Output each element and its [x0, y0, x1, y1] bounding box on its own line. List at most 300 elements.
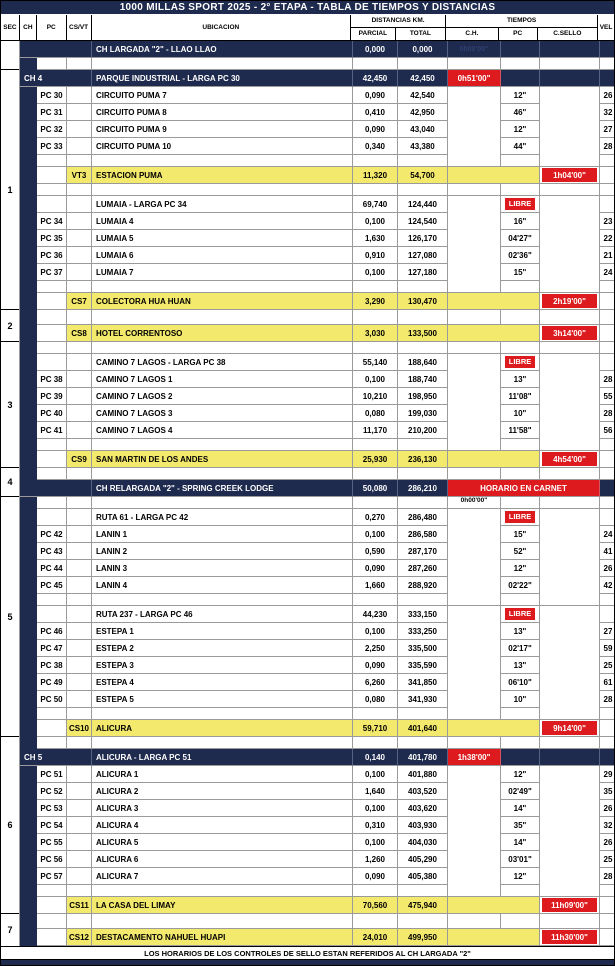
vel-cell: 35: [600, 783, 614, 800]
total-cell: 403,620: [398, 800, 448, 817]
ch-band-cell: [20, 87, 37, 104]
vel-cell: [600, 58, 614, 70]
sello-time-cell: [540, 708, 600, 720]
table-row: [20, 897, 614, 914]
sello-time-cell: [540, 264, 600, 281]
pc-time-cell: 13": [501, 623, 540, 640]
pc-label-cell: PC 56: [37, 851, 67, 868]
ch-band-cell: [20, 851, 37, 868]
parcial-cell: [353, 708, 398, 720]
ch-band-cell: [20, 439, 37, 451]
total-cell: 404,030: [398, 834, 448, 851]
total-cell: 188,740: [398, 371, 448, 388]
csvt-cell: [67, 388, 92, 405]
csvt-cell: [67, 737, 92, 749]
table-row: [20, 354, 614, 371]
parcial-cell: 0,090: [353, 121, 398, 138]
ch-band-cell: [20, 230, 37, 247]
csvt-cell: [67, 58, 92, 70]
sello-time-cell: [540, 281, 600, 293]
pc-label-cell: PC 35: [37, 230, 67, 247]
ch-time-cell: [448, 371, 501, 388]
sello-time-cell: [540, 405, 600, 422]
ch-time-cell: [448, 640, 501, 657]
ubicacion-cell: [92, 914, 353, 929]
column-header: [1, 15, 614, 41]
total-cell: [398, 708, 448, 720]
total-cell: 127,180: [398, 264, 448, 281]
vel-cell: 56: [600, 422, 614, 439]
section-label-2: 2: [1, 310, 19, 342]
ubicacion-cell: SAN MARTIN DE LOS ANDES: [92, 451, 353, 468]
libre-badge: LIBRE: [505, 511, 536, 523]
vel-cell: [600, 354, 614, 371]
ch-time-cell: [448, 526, 501, 543]
ubicacion-cell: CAMINO 7 LAGOS 2: [92, 388, 353, 405]
sello-time-cell: [540, 468, 600, 480]
vel-cell: 28: [600, 405, 614, 422]
section-label-7: 7: [7, 925, 13, 935]
parcial-cell: 0,340: [353, 138, 398, 155]
pc-label-cell: PC 53: [37, 800, 67, 817]
vel-cell: 25: [600, 851, 614, 868]
pc-time-cell: 12": [501, 868, 540, 885]
ch-band-cell: [20, 342, 37, 354]
pc-label-cell: [37, 468, 67, 480]
sello-time-badge: 2h19'00": [542, 294, 597, 308]
spacer-row: [20, 885, 614, 897]
ubicacion-cell: [92, 342, 353, 354]
sello-time-cell: [540, 783, 600, 800]
pc-label-cell: PC 36: [37, 247, 67, 264]
ch-band-cell: [20, 885, 37, 897]
ubicacion-cell: LANIN 3: [92, 560, 353, 577]
sello-time-cell: [540, 371, 600, 388]
header-parcial: PARCIAL: [351, 28, 396, 40]
spacer-row: [20, 594, 614, 606]
parcial-cell: 0,100: [353, 213, 398, 230]
pc-label-cell: PC 39: [37, 388, 67, 405]
sello-time-cell: [540, 342, 600, 354]
ubicacion-cell: CIRCUITO PUMA 10: [92, 138, 353, 155]
times-cell: [448, 325, 540, 342]
sello-time-cell: [540, 213, 600, 230]
sello-time-cell: [540, 451, 600, 468]
ubicacion-cell: CAMINO 7 LAGOS - LARGA PC 38: [92, 354, 353, 371]
ch-band-cell: [20, 708, 37, 720]
sello-time-cell: [540, 138, 600, 155]
parcial-cell: 0,090: [353, 560, 398, 577]
csvt-cell: [67, 184, 92, 196]
pc-label-cell: [37, 196, 67, 213]
parcial-cell: [353, 594, 398, 606]
sello-time-cell: [540, 167, 600, 184]
table-row: [20, 800, 614, 817]
vel-cell: 27: [600, 121, 614, 138]
ubicacion-cell: [92, 737, 353, 749]
total-cell: 286,580: [398, 526, 448, 543]
table-row: [20, 405, 614, 422]
ch-time-cell: [448, 230, 501, 247]
ch-time-cell: [448, 606, 501, 623]
ch-band-cell: [20, 657, 37, 674]
ch-time-cell: [448, 851, 501, 868]
total-cell: 54,700: [398, 167, 448, 184]
ubicacion-cell: [92, 155, 353, 167]
vel-cell: 28: [600, 691, 614, 708]
csvt-cell: [67, 834, 92, 851]
pc-time-cell: [501, 281, 540, 293]
csvt-cell: [67, 264, 92, 281]
sello-time-cell: [540, 594, 600, 606]
sello-time-cell: [540, 623, 600, 640]
ch-time-cell: [448, 138, 501, 155]
vel-cell: [600, 155, 614, 167]
pc-time-cell: [501, 310, 540, 325]
ubicacion-cell: PARQUE INDUSTRIAL - LARGA PC 30: [92, 70, 353, 87]
ubicacion-cell: [92, 281, 353, 293]
total-cell: 333,150: [398, 606, 448, 623]
pc-label-cell: PC 34: [37, 213, 67, 230]
total-cell: 403,520: [398, 783, 448, 800]
pc-time-cell: [501, 468, 540, 480]
pc-time-cell: 02'22": [501, 577, 540, 594]
pc-label-cell: [37, 720, 67, 737]
pc-time-cell: [501, 497, 540, 509]
pc-time-cell: 11'08": [501, 388, 540, 405]
pc-label-cell: [37, 914, 67, 929]
csvt-cell: [67, 868, 92, 885]
csvt-cell: [67, 213, 92, 230]
parcial-cell: 24,010: [353, 929, 398, 946]
pc-label-cell: PC 55: [37, 834, 67, 851]
sello-time-cell: [540, 851, 600, 868]
csvt-cell: [67, 87, 92, 104]
vel-cell: [600, 708, 614, 720]
table-row: [20, 929, 614, 946]
sello-time-cell: [540, 834, 600, 851]
pc-label-cell: PC 32: [37, 121, 67, 138]
table-row: [20, 213, 614, 230]
ch-band-cell: [20, 354, 37, 371]
csvt-cell: [67, 104, 92, 121]
table-body: [1, 41, 614, 946]
parcial-cell: [353, 184, 398, 196]
parcial-cell: [353, 58, 398, 70]
parcial-cell: 0,270: [353, 509, 398, 526]
pc-time-cell: 14": [501, 834, 540, 851]
vel-cell: [600, 325, 614, 342]
sello-time-cell: [540, 196, 600, 213]
times-cell: [448, 897, 540, 914]
pc-time-cell: 10": [501, 405, 540, 422]
ubicacion-cell: RUTA 61 - LARGA PC 42: [92, 509, 353, 526]
section-label-3: 3: [1, 342, 19, 468]
pc-label-cell: [37, 167, 67, 184]
parcial-cell: 70,560: [353, 897, 398, 914]
total-cell: [398, 155, 448, 167]
total-cell: [398, 885, 448, 897]
csvt-cell: CS11: [67, 897, 92, 914]
pc-time-cell: [501, 439, 540, 451]
table-row: [20, 783, 614, 800]
pc-label-cell: [37, 929, 67, 946]
ubicacion-cell: ESTEPA 1: [92, 623, 353, 640]
ubicacion-cell: [92, 708, 353, 720]
spacer-row: [20, 184, 614, 196]
sello-time-cell: [540, 41, 600, 58]
ubicacion-cell: CAMINO 7 LAGOS 3: [92, 405, 353, 422]
ch-time-cell: [448, 914, 501, 929]
total-cell: 42,950: [398, 104, 448, 121]
parcial-cell: 50,080: [353, 480, 398, 497]
vel-cell: [600, 70, 614, 87]
total-cell: 286,210: [398, 480, 448, 497]
parcial-cell: 0,100: [353, 766, 398, 783]
total-cell: 288,920: [398, 577, 448, 594]
csvt-cell: [67, 691, 92, 708]
sello-time-badge: 11h30'00": [542, 930, 597, 944]
table-row: [20, 422, 614, 439]
pc-time-cell: 35": [501, 817, 540, 834]
libre-badge: LIBRE: [505, 608, 536, 620]
ch-band-cell: [20, 737, 37, 749]
total-cell: 287,170: [398, 543, 448, 560]
sello-time-cell: [540, 897, 600, 914]
ch-time-cell: [448, 439, 501, 451]
ubicacion-cell: [92, 885, 353, 897]
table-row: [20, 70, 614, 87]
ch-time-cell: [448, 264, 501, 281]
vel-cell: 22: [600, 230, 614, 247]
csvt-cell: [67, 342, 92, 354]
ch-band-cell: [20, 674, 37, 691]
vel-cell: 59: [600, 640, 614, 657]
csvt-cell: [67, 817, 92, 834]
vel-cell: [600, 720, 614, 737]
ubicacion-cell: ALICURA 3: [92, 800, 353, 817]
parcial-cell: 44,230: [353, 606, 398, 623]
csvt-cell: [67, 577, 92, 594]
pc-label-cell: [37, 897, 67, 914]
times-cell: [448, 293, 540, 310]
ch-band-cell: [20, 213, 37, 230]
libre-badge: LIBRE: [505, 356, 536, 368]
sello-time-cell: [540, 58, 600, 70]
parcial-cell: 2,250: [353, 640, 398, 657]
pc-time-cell: [501, 749, 540, 766]
csvt-cell: [67, 560, 92, 577]
ubicacion-cell: [92, 184, 353, 196]
csvt-cell: VT3: [67, 167, 92, 184]
parcial-cell: 11,170: [353, 422, 398, 439]
parcial-cell: [353, 914, 398, 929]
parcial-cell: 55,140: [353, 354, 398, 371]
total-cell: 475,940: [398, 897, 448, 914]
parcial-cell: 10,210: [353, 388, 398, 405]
ch-band-cell: [20, 509, 37, 526]
total-cell: 286,480: [398, 509, 448, 526]
csvt-cell: [67, 422, 92, 439]
vel-cell: 26: [600, 560, 614, 577]
times-cell: [448, 720, 540, 737]
ch-time-cell: [448, 422, 501, 439]
csvt-cell: [67, 230, 92, 247]
table-row: [20, 41, 614, 58]
pc-time-cell: [501, 342, 540, 354]
table-row: [20, 167, 614, 184]
ch-time-cell: [448, 196, 501, 213]
csvt-cell: [67, 497, 92, 509]
table-row: [20, 720, 614, 737]
pc-time-cell: 44": [501, 138, 540, 155]
csvt-cell: [67, 405, 92, 422]
total-cell: 188,640: [398, 354, 448, 371]
ubicacion-cell: [92, 58, 353, 70]
header-c-sello: C.SELLO: [553, 30, 582, 38]
ubicacion-cell: [92, 468, 353, 480]
vel-cell: 26: [600, 834, 614, 851]
total-cell: 403,930: [398, 817, 448, 834]
header-ch-time: C.H.: [446, 28, 499, 40]
csvt-cell: CS9: [67, 451, 92, 468]
header-tiempos: TIEMPOS: [446, 15, 597, 28]
pc-label-cell: PC 50: [37, 691, 67, 708]
pc-label-cell: PC 46: [37, 623, 67, 640]
ch-band-cell: [20, 914, 37, 929]
ubicacion-cell: ALICURA 6: [92, 851, 353, 868]
total-cell: [398, 342, 448, 354]
pc-label-cell: PC 33: [37, 138, 67, 155]
sec-column: [1, 41, 20, 946]
pc-time-cell: [501, 737, 540, 749]
pc-time-cell: 13": [501, 657, 540, 674]
vel-cell: [600, 451, 614, 468]
ubicacion-cell: CH LARGADA "2" - LLAO LLAO: [92, 41, 353, 58]
csvt-cell: [67, 439, 92, 451]
ch-band-cell: [20, 817, 37, 834]
parcial-cell: 0,090: [353, 868, 398, 885]
pc-label-cell: [37, 310, 67, 325]
vel-cell: [600, 167, 614, 184]
ch-time-cell: [448, 577, 501, 594]
ch-time-cell: [448, 737, 501, 749]
csvt-cell: [67, 310, 92, 325]
sello-time-cell: [540, 657, 600, 674]
pc-time-cell: 15": [501, 264, 540, 281]
ch-band-cell: [20, 325, 37, 342]
pc-label-cell: [37, 708, 67, 720]
ch-band-cell: [20, 281, 37, 293]
csvt-cell: CS10: [67, 720, 92, 737]
sello-time-cell: [540, 868, 600, 885]
pc-time-cell: [501, 184, 540, 196]
vel-cell: 24: [600, 264, 614, 281]
sello-time-cell: [540, 439, 600, 451]
vel-cell: 27: [600, 623, 614, 640]
parcial-cell: 0,100: [353, 371, 398, 388]
ch-time-cell: [448, 885, 501, 897]
header-ubicacion: UBICACION: [92, 15, 352, 40]
ubicacion-cell: ESTACION PUMA: [92, 167, 353, 184]
parcial-cell: 6,260: [353, 674, 398, 691]
csvt-cell: [67, 354, 92, 371]
table-row: [20, 388, 614, 405]
header-ch: CH: [20, 15, 37, 40]
total-cell: 405,380: [398, 868, 448, 885]
sello-time-cell: [540, 121, 600, 138]
total-cell: 405,290: [398, 851, 448, 868]
pc-label-cell: [37, 155, 67, 167]
pc-label-cell: [37, 58, 67, 70]
ubicacion-cell: CIRCUITO PUMA 8: [92, 104, 353, 121]
spacer-row: [20, 342, 614, 354]
ch-band-cell: [20, 623, 37, 640]
parcial-cell: 1,660: [353, 577, 398, 594]
parcial-cell: 59,710: [353, 720, 398, 737]
ubicacion-cell: ESTEPA 4: [92, 674, 353, 691]
vel-cell: [600, 914, 614, 929]
vel-cell: [600, 885, 614, 897]
table-row: [20, 104, 614, 121]
pc-time-cell: 02'49": [501, 783, 540, 800]
total-cell: 43,040: [398, 121, 448, 138]
pc-time-cell: 14": [501, 800, 540, 817]
ubicacion-cell: LUMAIA - LARGA PC 34: [92, 196, 353, 213]
vel-cell: [600, 929, 614, 946]
header-pc: PC: [37, 15, 67, 40]
total-cell: [398, 497, 448, 509]
ch-time-cell: [448, 708, 501, 720]
pc-time-cell: [501, 354, 540, 371]
parcial-cell: 42,450: [353, 70, 398, 87]
sello-time-cell: [540, 766, 600, 783]
csvt-cell: [67, 121, 92, 138]
ubicacion-cell: [92, 497, 353, 509]
ubicacion-cell: ALICURA: [92, 720, 353, 737]
ubicacion-cell: ESTEPA 3: [92, 657, 353, 674]
pc-label-cell: PC 54: [37, 817, 67, 834]
sello-time-cell: [540, 230, 600, 247]
pc-time-cell: [501, 509, 540, 526]
vel-cell: [600, 897, 614, 914]
pc-time-cell: 04'27": [501, 230, 540, 247]
ch-band-cell: [20, 594, 37, 606]
total-cell: 335,500: [398, 640, 448, 657]
ubicacion-cell: ALICURA 5: [92, 834, 353, 851]
pc-label-cell: PC 42: [37, 526, 67, 543]
ch-time-cell: [448, 354, 501, 371]
total-cell: 43,380: [398, 138, 448, 155]
sello-time-cell: [540, 497, 600, 509]
ubicacion-cell: CIRCUITO PUMA 7: [92, 87, 353, 104]
sello-time-badge: 4h54'00": [542, 452, 597, 466]
parcial-cell: 0,100: [353, 526, 398, 543]
pc-time-cell: [501, 155, 540, 167]
sello-time-cell: [540, 691, 600, 708]
parcial-cell: 0,000: [353, 41, 398, 58]
ch-band-cell: [20, 834, 37, 851]
sello-time-cell: [540, 640, 600, 657]
page-title: 1000 MILLAS SPORT 2025 - 2° ETAPA - TABLA DE TIEMPOS Y DISTANCIAS: [1, 1, 614, 15]
table-row: [20, 121, 614, 138]
ch-time-cell: [448, 121, 501, 138]
total-cell: 499,950: [398, 929, 448, 946]
sello-time-cell: [540, 929, 600, 946]
times-cell: [448, 167, 540, 184]
parcial-cell: [353, 737, 398, 749]
times-cell: [448, 929, 540, 946]
